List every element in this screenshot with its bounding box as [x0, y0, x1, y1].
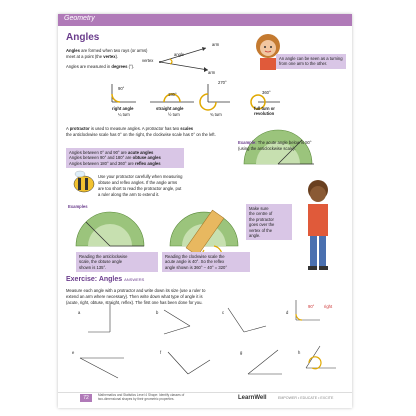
workbook-page — [58, 14, 352, 408]
degrees-360: 360° — [262, 90, 271, 95]
exercise-angles — [80, 300, 336, 378]
arm-label-bottom: arm — [208, 70, 216, 75]
exercise-title: Exercise: Angles ANSWERS — [66, 276, 145, 283]
curriculum-note: Mathematics and Statistics Level 4 Shape: Identify classes of two-dimensional shapes by their geometric properties. — [98, 393, 185, 401]
exercise-label-d: d — [286, 310, 289, 315]
exercise-instruction-3: (acute, right, obtuse, straight, reflex). The first one has been done for you. — [66, 300, 203, 305]
angle-types-callout — [66, 148, 184, 168]
protractor-line-1: A protractor is used to measure angles. A protractor has two scales — [66, 126, 194, 131]
turn-half: ½ turn — [168, 112, 180, 117]
bee-text-3: are too short to read the protractor angle, put — [98, 186, 182, 191]
reading-left-callout: Reading the anticlockwise scale, the obtuse angle shown is 135°. — [76, 252, 158, 272]
turn-three-quarter: ¾ turn — [210, 112, 222, 117]
exercise-instruction-1: Measure each angle with a protractor and write down its size (use a ruler to — [66, 288, 206, 293]
exercise-label-g: g — [240, 350, 243, 355]
page-drawings — [58, 14, 352, 408]
bee-text-4: a ruler along the arm to extend it. — [98, 192, 160, 197]
exercise-label-h: h — [298, 350, 301, 355]
page-number: 72 — [80, 394, 92, 402]
degrees-180: 180° — [168, 92, 177, 97]
vertex-label: vertex — [142, 58, 154, 63]
exercise-instruction-2: extend an arm where necessary). Then write down what type of angle it is — [66, 294, 203, 299]
exercise-label-e: e — [72, 350, 75, 355]
boy-illustration — [308, 180, 328, 270]
protractor-line-2: the anticlockwise scale has 0° on the right, the clockwise scale has 0° on the left. — [66, 132, 216, 137]
exercise-label-a: a — [78, 310, 81, 315]
answers-link[interactable]: ANSWERS — [124, 277, 145, 282]
page-title: Angles — [66, 32, 100, 43]
acute-def: Angles between 0° and 90° are acute angles — [69, 150, 154, 155]
bee-illustration — [74, 171, 94, 192]
brand-tagline: EMPOWER • EDUCATE • EXCITE — [278, 396, 334, 400]
example-top-line-1: Example: The acute angle below is 50° — [238, 140, 312, 145]
callout-turning: An angle can be seen as a turning from one arm to the other. — [276, 54, 346, 69]
example-top-line-2: (using the anticlockwise scale). — [238, 146, 296, 151]
exercise-label-c: c — [222, 310, 225, 315]
exercise-label-b: b — [156, 310, 159, 315]
brand-logo: LearnWell — [238, 395, 267, 401]
answer-degrees: 90° — [308, 304, 315, 309]
name-right-angle: right angle — [112, 106, 134, 111]
name-full-turn: full turn or revolution — [254, 106, 275, 117]
reading-right-callout: Reading the clockwise scale the acute angle is 40°. So the reflex angle shown is 360° − 40° = 320° — [162, 252, 250, 272]
angle-label: angle — [174, 52, 185, 57]
answer-type: right — [324, 304, 333, 309]
section-title: Geometry — [64, 15, 95, 22]
examples-label: Examples — [68, 204, 88, 209]
reflex-def: Angles between 180° and 360° are reflex angles — [69, 160, 161, 166]
vertex-diagram — [159, 47, 208, 72]
bee-text-1: Use your protractor carefully when measuring — [98, 174, 183, 179]
degrees-270: 270° — [218, 80, 227, 85]
name-straight-angle: straight angle — [156, 106, 184, 111]
degrees-90: 90° — [118, 86, 125, 91]
turn-quarter: ¼ turn — [118, 112, 130, 117]
bee-text-2: obtuse and reflex angles. If the angle arms — [98, 180, 178, 185]
make-sure-callout: Make sure the centre of the protractor goes over the vertex of the angle. — [246, 204, 292, 240]
arm-label-top: arm — [212, 42, 220, 47]
obtuse-def: Angles between 90° and 180° are obtuse angles — [69, 155, 161, 161]
intro-line-1: Angles are formed when two rays (or arms) — [66, 48, 148, 53]
intro-line-2: meet at a point (the vertex). — [66, 54, 119, 59]
protractor-example-left — [76, 212, 144, 246]
intro-line-3: Angles are measured in degrees (°). — [66, 64, 135, 69]
exercise-label-f: f — [160, 350, 162, 355]
